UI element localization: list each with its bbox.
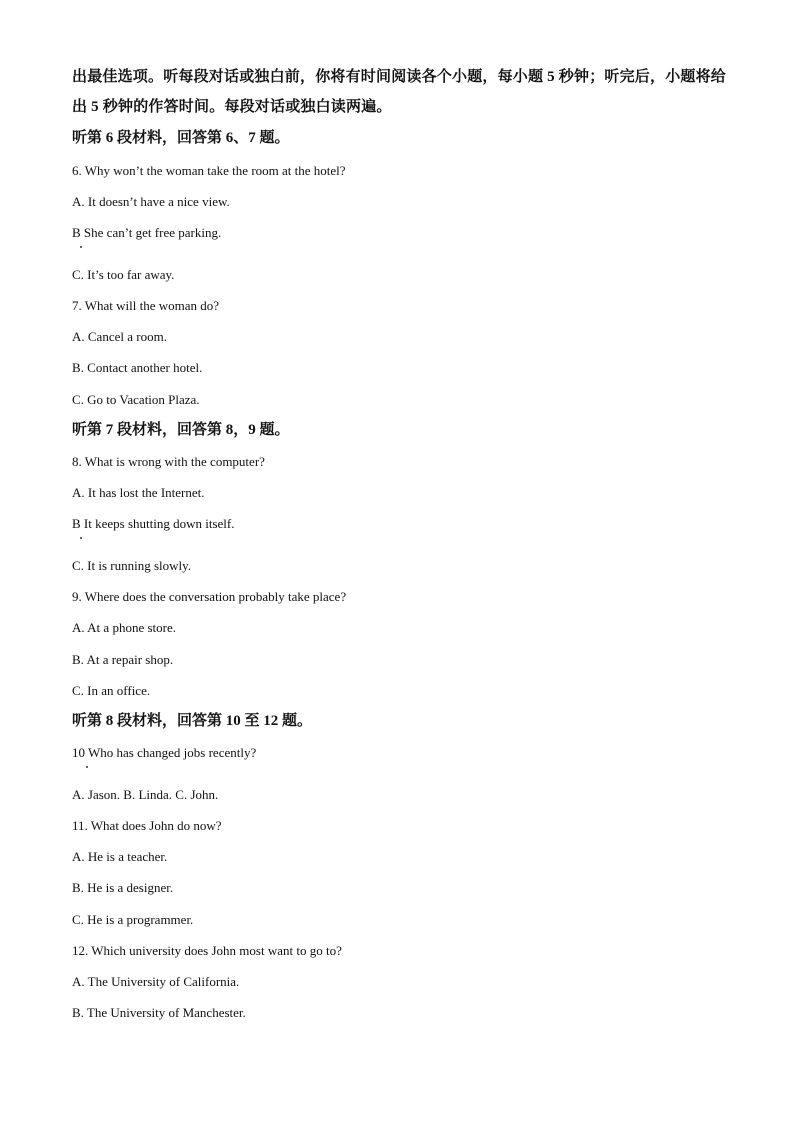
answer-option: B. Contact another hotel. [72, 360, 203, 375]
answer-option: B. He is a designer. [72, 880, 174, 895]
answer-option: A. The University of California. [72, 974, 240, 989]
answer-option: A. He is a teacher. [72, 849, 168, 864]
question-stem: 9. Where does the conversation probably take place? [72, 589, 347, 604]
answer-option: B It keeps shutting down itself. [72, 516, 235, 531]
question-stem: 8. What is wrong with the computer? [72, 454, 265, 469]
answer-option: C. In an office. [72, 683, 151, 698]
stray-dot-mark [80, 537, 82, 539]
answer-option: B. The University of Manchester. [72, 1005, 246, 1020]
section-heading: 听第 8 段材料，回答第 10 至 12 题。 [72, 713, 313, 729]
stray-dot-mark [86, 766, 88, 768]
answer-option: C. Go to Vacation Plaza. [72, 392, 200, 407]
answer-option: A. Cancel a room. [72, 329, 167, 344]
section-heading: 听第 7 段材料，回答第 8，9 题。 [72, 422, 290, 438]
question-stem: 7. What will the woman do? [72, 298, 220, 313]
answer-option: A. It doesn’t have a nice view. [72, 194, 230, 209]
answer-option: C. He is a programmer. [72, 912, 194, 927]
question-stem: 11. What does John do now? [72, 818, 222, 833]
answer-option: A. It has lost the Internet. [72, 485, 205, 500]
instructions-paragraph: 出最佳选项。听每段对话或独白前，你将有时间阅读各个小题，每小题 5 秒钟；听完后，小题将给出 5 秒钟的作答时间。每段对话或独白读两遍。 [72, 69, 727, 115]
section-heading: 听第 6 段材料，回答第 6、7 题。 [72, 130, 290, 146]
answer-option: C. It’s too far away. [72, 267, 175, 282]
answer-option: C. It is running slowly. [72, 558, 192, 573]
question-stem: 10 Who has changed jobs recently? [72, 745, 257, 760]
question-stem: 6. Why won’t the woman take the room at the hotel? [72, 163, 346, 178]
answer-option: A. At a phone store. [72, 620, 176, 635]
answer-option: B She can’t get free parking. [72, 225, 222, 240]
question-stem: 12. Which university does John most want to go to? [72, 943, 342, 958]
stray-dot-mark [80, 246, 82, 248]
answer-option: A. Jason. B. Linda. C. John. [72, 787, 219, 802]
answer-option: B. At a repair shop. [72, 652, 174, 667]
